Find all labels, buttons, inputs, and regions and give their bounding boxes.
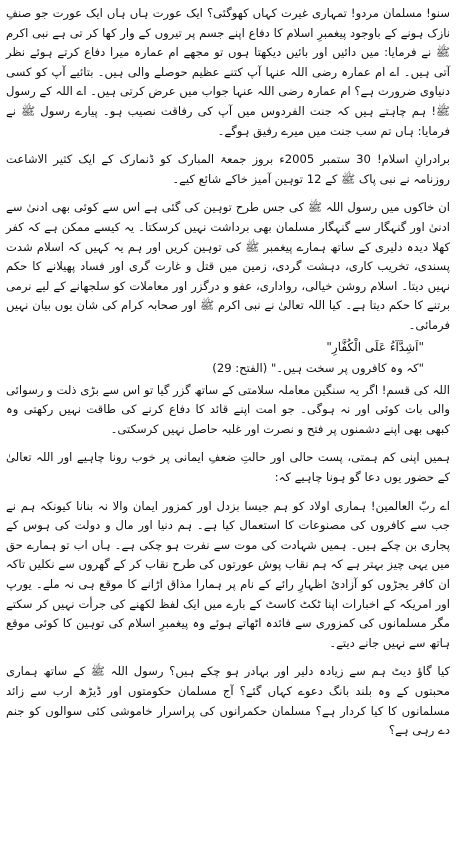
paragraph-insult: ان خاکوں میں رسول اللہ ﷺ کی جس طرح توہین کی گئی ہے اس سے کوئی بھی ادنیٰ سے ادنیٰ اور گنہگار سے گنہگار مسلمان بھی برداشت نہیں کرسکتا۔ یہ کیسے ممکن ہے کہ کفر کھلا دیدہ دلیری کے ساتھ ہمارے پیغمبر ﷺ کی توہین کریں اور ہم یہ کہیں کہ اسلام شدت پسندی، تخریب کاری، دہشت گردی، زمین میں قتل و غارت گری اور فساد پھیلانے کا حکم نہیں دیتا۔ اسلام روشن خیالی، رواداری، عفو و درگزر اور معاملات کو سلجھانے کے لیے نرمی برتنے کا حکم دیتا ہے۔ کیا اللہ تعالیٰ نے نبی اکرم ﷺ اور صحابہ کرام کی شان یوں بیان نہیں فرمائی۔: [6, 200, 450, 332]
paragraph-prayer: اے ربّ العالمین! ہماری اولاد کو ہم جیسا بزدل اور کمزور ایمان والا نہ بنانا کیونکہ ہم نے جب سے کافروں کی مصنوعات کا استعمال کیا ہے۔ ہم دنیا اور مال و دولت کی ہوس کے پجاری بن چکے ہیں۔ ہمیں شہادت کی موت سے نفرت ہو چکی ہے۔ ہاں اب تو ہمارے حق میں یہی چیز بہتر ہے کہ ہم نقاب پوش عورتوں کی طرح نقاب کر کے گھروں سے نکلیں تاکہ ان کافر یجڑوں کو آزادیٔ اظہارِ رائے کے نام پر ہمارا مذاق اڑانے کا موقع ہی نہ ملے۔ یورپ اور امریکہ کے اخبارات اپنا ٹکٹ کاسٹ کے بارے میں ایک لفظ لکھنے کی جرأت نہیں کر سکتے مگر مسلمانوں کی کمزوری سے فائدہ اٹھاتے ہوئے وہ پیغمبرِ اسلام کی توہین کا کوئی موقع ہاتھ سے نہیں جانے دیتے۔: [6, 498, 450, 650]
paragraph-denmark-cartoons: برادرانِ اسلام! 30 ستمبر 2005ء بروز جمعۃ المبارک کو ڈنمارک کے ایک کثیر الاشاعت روزنامہ نے نبی پاک ﷺ کے 12 توہین آمیز خاکے شائع کیے۔: [6, 152, 450, 186]
paragraph-umm-umara: سنو! مسلمان مردو! تمہاری غیرت کہاں کھوگئی؟ ایک عورت ہاں ہاں ایک عورت جو صنفِ نازک ہونے کے باوجود پیغمبرِ اسلام کا دفاع اپنے جسم پر تیروں کے وار کھا کر تی ہے نبی اکرم ﷺ نے فرمایا: میں دائیں اور بائیں دیکھتا ہوں تو مجھے ام عمارہ میرا دفاع کرتے ہوئے نظر آتی ہیں۔ اے ام عمارہ رضی اللہ عنہا آپ کتنے عظیم حوصلے والی ہیں۔ بتائیے آپ کو کسی دنیاوی ضرورت ہے؟ ام عمارہ رضی اللہ عنہا جواب میں عرض کرتی ہیں۔ اے اللہ کے رسول ﷺ! ہم چاہتے ہیں کہ جنت الفردوس میں آپ کی رفاقت نصیب ہو۔ پیارے رسول ﷺ نے فرمایا: ہاں تم سب جنت میں میرے رفیق ہوگے۔: [6, 6, 450, 138]
quote-urdu-translation: "کہ وہ کافروں پر سخت ہیں۔" (الفتح: 29): [212, 361, 424, 376]
quote-arabic: "اَشِدَّآءُ عَلَی الْکُفَّارِ": [326, 339, 424, 354]
paragraph-weakness: ہمیں اپنی کم ہمتی، پست حالی اور حالتِ ضعفِ ایمانی پر خوب رونا چاہیے اور اللہ تعالیٰ کے حضور یوں دعا گو ہونا چاہیے کہ:: [6, 450, 450, 485]
paragraph-oath: اللہ کی قسم! اگر یہ سنگین معاملہ سلامتی کے ساتھ گزر گیا تو اس سے بڑی ذلت و رسوائی والی بات کوئی اور نہ ہوگی۔ جو امت اپنے قائد کا دفاع کرنے کی طاقت نہیں رکھتی وہ کبھی بھی اپنے دشمنوں پر فتح و نصرت اور غلبہ حاصل نہیں کرسکتی۔: [6, 382, 450, 436]
paragraph-questions: کیا گاؤ دیٹ ہم سے زیادہ دلیر اور بہادر ہو چکے ہیں؟ رسول اللہ ﷺ کے ساتھ ہماری محبتوں کے وہ بلند بانگ دعوے کہاں گئے؟ آج مسلمان حکومتوں اور ڈیڑھ ارب سے زائد مسلمانوں کا کیا کردار ہے؟ مسلمان حکمرانوں کی پراسرار خاموشی کئی سوالوں کو جنم دے رہی ہے؟: [6, 664, 450, 738]
